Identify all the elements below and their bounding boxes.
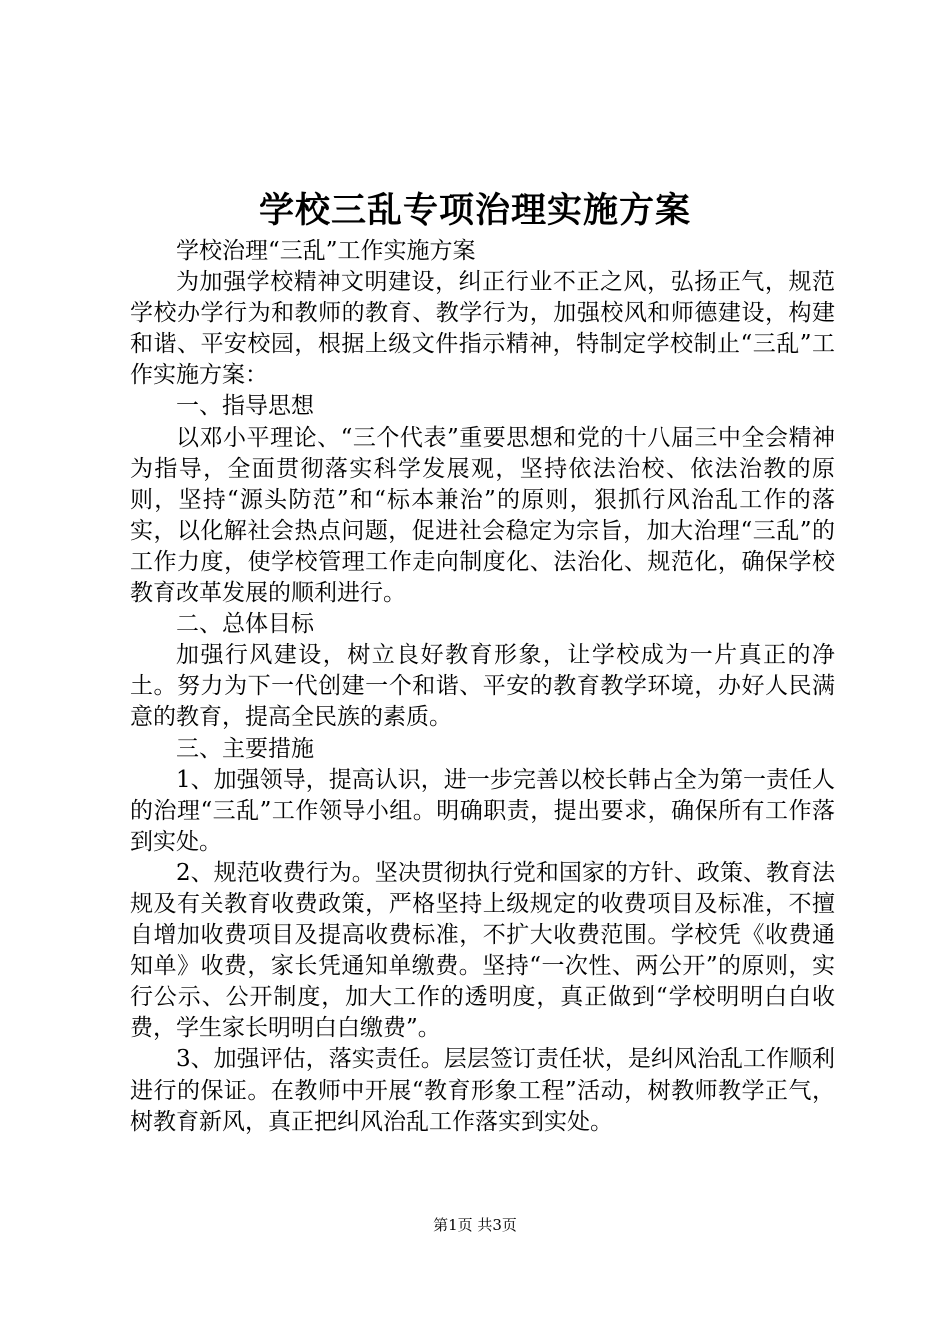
section-heading-main-measures: 三、主要措施 <box>176 735 314 762</box>
paragraph-measure-3: 3、加强评估，落实责任。层层签订责任状，是纠风治乱工作顺利进行的保证。在教师中开展“教育形象工程”活动，树教师教学正气，树教育新风，真正把纠风治乱工作落实到实处。 <box>130 1046 835 1135</box>
document-title: 学校三乱专项治理实施方案 <box>258 190 691 231</box>
page-footer: 第1页 共3页 <box>433 1216 517 1234</box>
section-heading-guiding-thought: 一、指导思想 <box>176 393 314 420</box>
paragraph-measure-1: 1、加强领导，提高认识，进一步完善以校长韩占全为第一责任人的治理“三乱”工作领导小组。明确职责，提出要求，确保所有工作落到实处。 <box>130 766 835 855</box>
paragraph-intro: 为加强学校精神文明建设，纠正行业不正之风，弘扬正气，规范学校办学行为和教师的教育、教学行为，加强校风和师德建设，构建和谐、平安校园，根据上级文件指示精神，特制定学校制止“三乱”工作实施方案： <box>130 269 835 389</box>
paragraph-overall-goal: 加强行风建设，树立良好教育形象，让学校成为一片真正的净土。努力为下一代创建一个和谐、平安的教育教学环境，办好人民满意的教育，提高全民族的素质。 <box>130 642 835 731</box>
document-body <box>130 236 835 1138</box>
section-heading-overall-goal: 二、总体目标 <box>176 611 314 638</box>
paragraph-subtitle: 学校治理“三乱”工作实施方案 <box>176 238 476 264</box>
paragraph-measure-2: 2、规范收费行为。坚决贯彻执行党和国家的方针、政策、教育法规及有关教育收费政策，严格坚持上级规定的收费项目及标准，不擅自增加收费项目及提高收费标准，不扩大收费范围。学校凭《收费通知单》收费，家长凭通知单缴费。坚持“一次性、两公开”的原则，实行公示、公开制度，加大工作的透明度，真正做到“学校明明白白收费，学生家长明明白白缴费”。 <box>130 859 835 1042</box>
paragraph-guiding-thought: 以邓小平理论、“三个代表”重要思想和党的十八届三中全会精神为指导，全面贯彻落实科学发展观，坚持依法治校、依法治教的原则，坚持“源头防范”和“标本兼治”的原则，狠抓行风治乱工作的落实，以化解社会热点问题，促进社会稳定为宗旨，加大治理“三乱”的工作力度，使学校管理工作走向制度化、法治化、规范化，确保学校教育改革发展的顺利进行。 <box>130 424 835 607</box>
